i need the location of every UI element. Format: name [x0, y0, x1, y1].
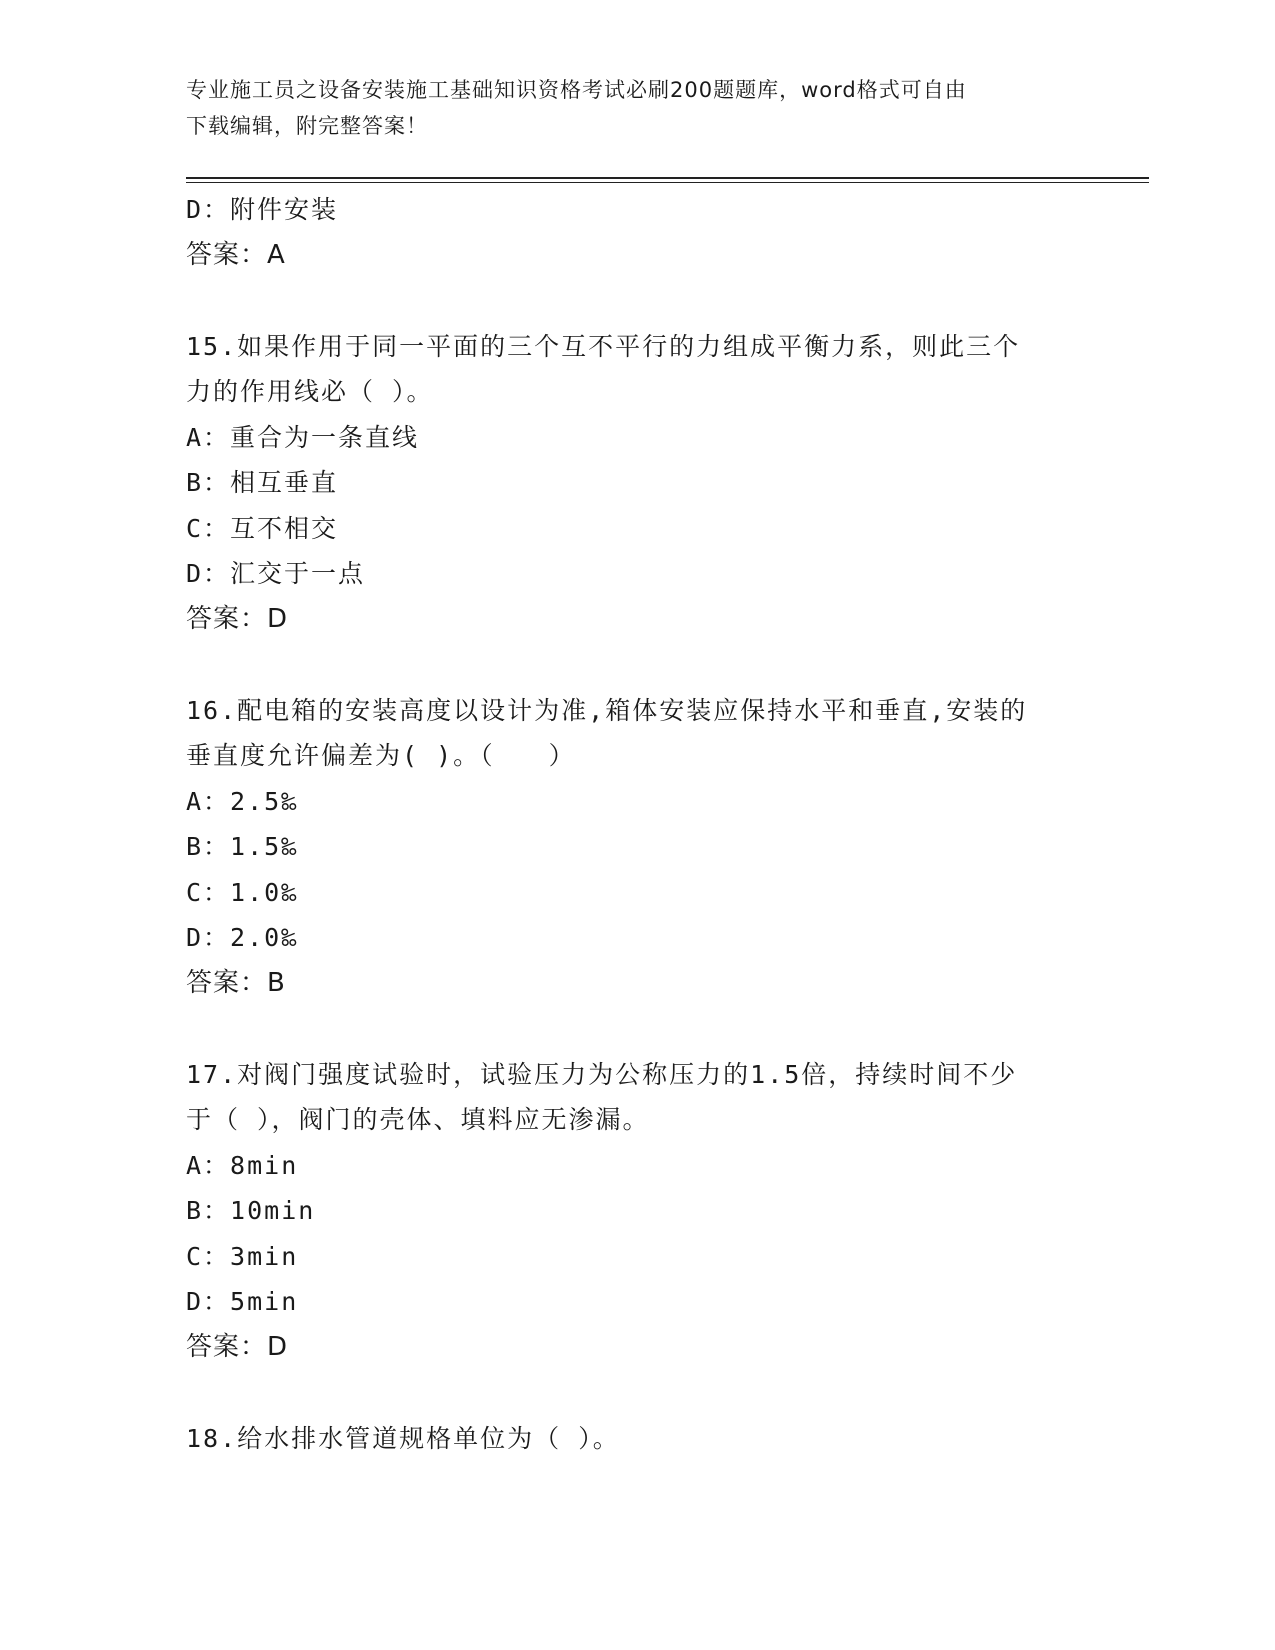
option-b: B：相互垂直 — [186, 468, 339, 497]
question-stem-line-2: 垂直度允许偏差为( )。（ ） — [186, 741, 576, 770]
spacer — [186, 1370, 1086, 1416]
question-stem-line-2: 力的作用线必（ ）。 — [186, 377, 434, 406]
question-stem-line-1: 16.配电箱的安装高度以设计为准,箱体安装应保持水平和垂直,安装的 — [186, 695, 1028, 725]
question-18 — [186, 1416, 1086, 1462]
question-stem-line-1: 17.对阀门强度试验时，试验压力为公称压力的1.5倍，持续时间不少 — [186, 1059, 1018, 1089]
question-17 — [186, 1052, 1086, 1371]
carryover-answer: 答案：A — [186, 239, 286, 270]
option-c: C：互不相交 — [186, 513, 339, 543]
option-b: B：1.5‰ — [186, 832, 299, 861]
header-rule-thick — [186, 177, 1149, 179]
option-b: B：10min — [186, 1196, 316, 1225]
option-d: D：5min — [186, 1287, 299, 1316]
option-c: C：1.0‰ — [186, 877, 299, 907]
option-d: D：2.0‰ — [186, 923, 299, 952]
spacer — [186, 1006, 1086, 1052]
question-stem-line-1: 15.如果作用于同一平面的三个互不平行的力组成平衡力系，则此三个 — [186, 331, 1021, 361]
spacer — [186, 642, 1086, 688]
header-rule-thin — [186, 182, 1149, 183]
option-a: A：2.5‰ — [186, 786, 299, 816]
answer: 答案：D — [186, 1331, 289, 1362]
header-title-line-2: 下载编辑，附完整答案！ — [186, 114, 428, 138]
question-16 — [186, 688, 1086, 1007]
option-c: C：3min — [186, 1241, 299, 1271]
answer: 答案：B — [186, 967, 286, 998]
carryover-option-d: D：附件安装 — [186, 195, 339, 224]
header-title-line-1: 专业施工员之设备安装施工基础知识资格考试必刷200题题库，word格式可自由 — [186, 78, 967, 102]
option-a: A：8min — [186, 1150, 299, 1180]
answer: 答案：D — [186, 603, 289, 634]
spacer — [186, 278, 1086, 324]
question-15 — [186, 324, 1086, 643]
option-a: A：重合为一条直线 — [186, 422, 420, 452]
question-stem-line-1: 18.给水排水管道规格单位为（ ）。 — [186, 1423, 620, 1453]
question-stem-line-2: 于（ ），阀门的壳体、填料应无渗漏。 — [186, 1105, 650, 1134]
page-header — [186, 72, 1066, 144]
question-content — [186, 187, 1086, 1461]
option-d: D：汇交于一点 — [186, 559, 366, 588]
